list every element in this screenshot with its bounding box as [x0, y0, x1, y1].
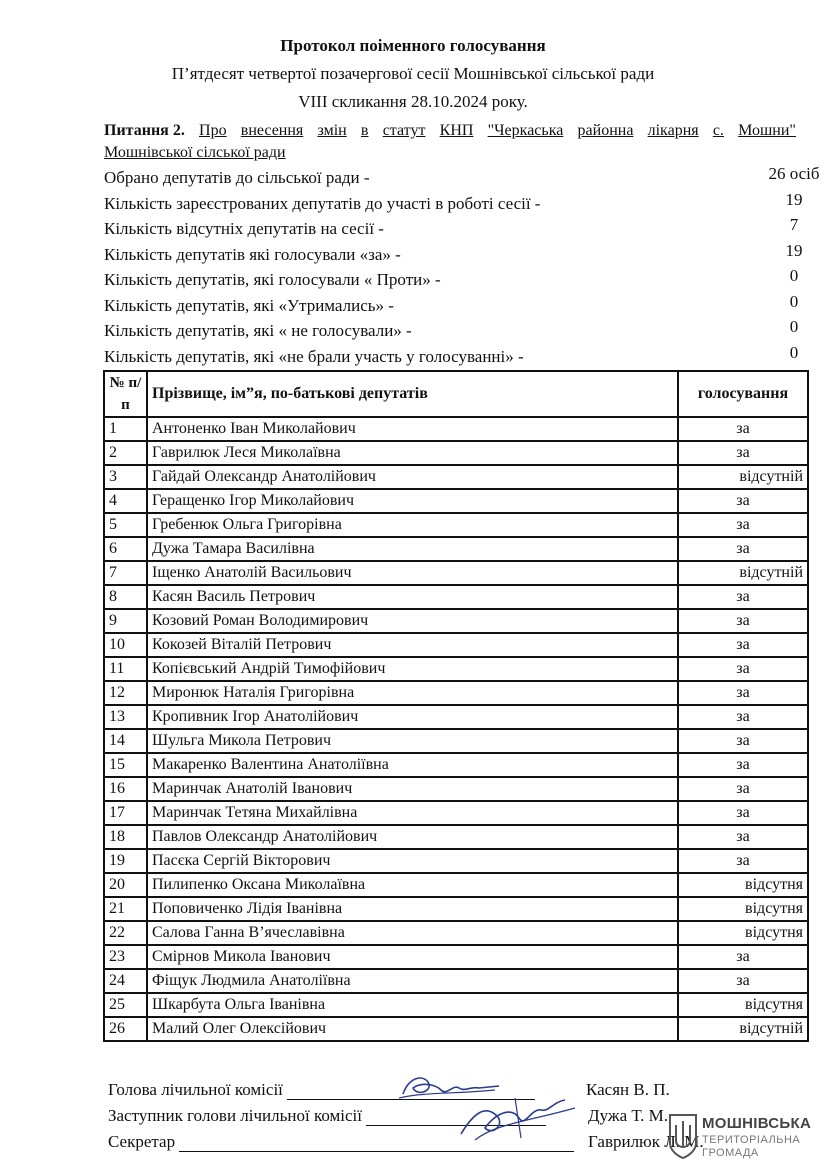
secretary-label: Секретар: [108, 1132, 176, 1151]
col-vote-header: голосування: [678, 371, 808, 417]
row-number: 12: [104, 681, 147, 705]
table-row: [104, 465, 808, 489]
table-row: [104, 969, 808, 993]
vote-result: за: [678, 537, 808, 561]
row-number: 18: [104, 825, 147, 849]
vote-result: відсутня: [678, 993, 808, 1017]
question-line-2: Мошнівської сілської ради: [104, 144, 286, 161]
deputy-name: Маринчак Тетяна Михайлівна: [147, 801, 678, 825]
table-row: [104, 921, 808, 945]
table-row: [104, 417, 808, 441]
stat-value: 0: [789, 317, 799, 336]
vote-result: за: [678, 681, 808, 705]
deputy-name: Фіщук Людмила Анатоліївна: [147, 969, 678, 993]
table-header-row: [104, 371, 808, 417]
table-row: [104, 825, 808, 849]
question-line-1: [104, 120, 796, 142]
stat-row: [104, 266, 804, 296]
vote-result: відсутній: [678, 465, 808, 489]
vote-result: за: [678, 729, 808, 753]
table-row: [104, 801, 808, 825]
table-row: [104, 657, 808, 681]
row-number: 25: [104, 993, 147, 1017]
stat-row: [104, 164, 820, 194]
vote-result: за: [678, 489, 808, 513]
row-number: 19: [104, 849, 147, 873]
deputy-name: Антоненко Іван Миколайович: [147, 417, 678, 441]
row-number: 7: [104, 561, 147, 585]
agenda-question: [104, 120, 796, 164]
question-word: районна: [577, 122, 634, 139]
table-row: [104, 513, 808, 537]
vote-result: за: [678, 609, 808, 633]
deputy-name: Іщенко Анатолій Васильович: [147, 561, 678, 585]
table-row: [104, 441, 808, 465]
row-number: 17: [104, 801, 147, 825]
question-word: с.: [712, 122, 724, 139]
col-number-header: № п/п: [104, 371, 147, 417]
stat-row: [104, 291, 804, 322]
table-row: [104, 993, 808, 1017]
head-label: Голова лічильної комісії: [108, 1080, 283, 1099]
logo-line-3: ГРОМАДА: [702, 1147, 759, 1159]
deputy-name: Геращенко Ігор Миколайович: [147, 489, 678, 513]
vote-result: за: [678, 705, 808, 729]
row-number: 13: [104, 705, 147, 729]
stat-value: 19: [785, 189, 803, 209]
question-word: змін: [317, 122, 347, 139]
vote-result: за: [678, 945, 808, 969]
vote-result: за: [678, 417, 808, 441]
row-number: 15: [104, 753, 147, 777]
table-row: [104, 945, 808, 969]
community-logo: [668, 1113, 818, 1165]
deputy-name: Павлов Олександр Анатолійович: [147, 825, 678, 849]
table-row: [104, 873, 808, 897]
deputy-name: Кропивник Ігор Анатолійович: [147, 705, 678, 729]
deputy-name: Пасєка Сергій Вікторович: [147, 849, 678, 873]
logo-line-1: МОШНІВСЬКА: [702, 1115, 812, 1132]
deputy-name: Касян Василь Петрович: [147, 585, 678, 609]
stat-row: [104, 215, 804, 245]
vote-result: відсутня: [678, 873, 808, 897]
vote-result: за: [678, 777, 808, 801]
row-number: 11: [104, 657, 147, 681]
deputy-name: Дужа Тамара Василівна: [147, 537, 678, 561]
vote-result: за: [678, 633, 808, 657]
question-word: "Черкаська: [487, 122, 564, 139]
vote-result: за: [678, 657, 808, 681]
row-number: 16: [104, 777, 147, 801]
deputy-name: Копієвський Андрій Тимофійович: [147, 657, 678, 681]
table-row: [104, 777, 808, 801]
document-title: Протокол поіменного голосування: [280, 36, 546, 55]
row-number: 20: [104, 873, 147, 897]
stat-label: Кількість зареєстрованих депутатів до участі в роботі сесії -: [104, 193, 541, 213]
question-word: статут: [382, 122, 426, 139]
vote-result: за: [678, 825, 808, 849]
stat-value: 19: [785, 240, 803, 260]
head-name: Касян В. П.: [586, 1080, 670, 1099]
row-number: 22: [104, 921, 147, 945]
vote-result: відсутній: [678, 1017, 808, 1041]
table-row: [104, 585, 808, 609]
vote-result: відсутня: [678, 897, 808, 921]
deputy-name: Дужа Т. М.: [588, 1106, 668, 1125]
row-number: 4: [104, 489, 147, 513]
stat-value: 0: [789, 266, 799, 285]
secretary-name: Гаврилюк Л. М.: [588, 1132, 704, 1151]
question-word: Про: [199, 122, 227, 139]
deputy-name: Смірнов Микола Іванович: [147, 945, 678, 969]
stat-row: [104, 240, 804, 271]
stat-label: Кількість відсутніх депутатів на сесії -: [104, 219, 384, 238]
table-row: [104, 849, 808, 873]
stat-label: Обрано депутатів до сільської ради -: [104, 168, 370, 187]
table-row: [104, 561, 808, 585]
stat-value: 26 осіб: [768, 164, 820, 183]
question-word: Мошни": [738, 122, 796, 139]
question-word: внесення: [240, 122, 304, 139]
deputy-name: Маринчак Анатолій Іванович: [147, 777, 678, 801]
table-row: [104, 705, 808, 729]
vote-result: відсутня: [678, 921, 808, 945]
table-row: [104, 897, 808, 921]
session-subtitle: П’ятдесят четвертої позачергової сесії Мошнівської сільської ради: [171, 64, 655, 83]
roll-call-table: [103, 370, 809, 1042]
row-number: 21: [104, 897, 147, 921]
vote-result: за: [678, 753, 808, 777]
vote-result: за: [678, 585, 808, 609]
col-name-header: Прізвище, ім”я, по-батькові депутатів: [147, 371, 678, 417]
row-number: 3: [104, 465, 147, 489]
deputy-name: Козовий Роман Володимирович: [147, 609, 678, 633]
deputy-name: Гребенюк Ольга Григорівна: [147, 513, 678, 537]
row-number: 10: [104, 633, 147, 657]
deputy-name: Пилипенко Оксана Миколаївна: [147, 873, 678, 897]
vote-result: за: [678, 849, 808, 873]
deputy-name: Шкарбута Ольга Іванівна: [147, 993, 678, 1017]
table-row: [104, 537, 808, 561]
stat-row: [104, 342, 804, 373]
row-number: 26: [104, 1017, 147, 1041]
row-number: 2: [104, 441, 147, 465]
logo-line-2: ТЕРИТОРІАЛЬНА: [702, 1134, 801, 1146]
vote-result: відсутній: [678, 561, 808, 585]
row-number: 5: [104, 513, 147, 537]
table-row: [104, 633, 808, 657]
deputy-name: Салова Ганна В’ячеславівна: [147, 921, 678, 945]
stat-label: Кількість депутатів які голосували «за» -: [104, 244, 401, 264]
deputy-name: Макаренко Валентина Анатоліївна: [147, 753, 678, 777]
table-row: [104, 729, 808, 753]
table-row: [104, 609, 808, 633]
row-number: 24: [104, 969, 147, 993]
stat-row: [104, 317, 804, 347]
question-word: в: [360, 122, 369, 139]
stat-value: 0: [789, 342, 799, 362]
vote-statistics: [104, 164, 820, 372]
row-number: 6: [104, 537, 147, 561]
stat-label: Кількість депутатів, які « не голосували» -: [104, 321, 412, 340]
deputy-name: Гайдай Олександр Анатолійович: [147, 465, 678, 489]
stat-label: Кількість депутатів, які «не брали участь у голосуванні» -: [104, 346, 524, 366]
deputy-name: Гаврилюк Леся Миколаївна: [147, 441, 678, 465]
deputy-name: Кокозей Віталій Петрович: [147, 633, 678, 657]
table-row: [104, 681, 808, 705]
deputy-name: Поповиченко Лідія Іванівна: [147, 897, 678, 921]
deputy-name: Малий Олег Олексійович: [147, 1017, 678, 1041]
row-number: 23: [104, 945, 147, 969]
deputy-label: Заступник голови лічильної комісії: [108, 1106, 363, 1125]
question-label: Питання 2.: [104, 122, 185, 139]
vote-result: за: [678, 801, 808, 825]
vote-result: за: [678, 441, 808, 465]
stat-value: 0: [789, 291, 799, 311]
vote-result: за: [678, 513, 808, 537]
row-number: 1: [104, 417, 147, 441]
deputy-name: Миронюк Наталія Григорівна: [147, 681, 678, 705]
question-word: лікарня: [647, 122, 699, 139]
row-number: 14: [104, 729, 147, 753]
stat-value: 7: [789, 215, 799, 234]
stat-row: [104, 189, 804, 220]
row-number: 9: [104, 609, 147, 633]
trident-shield-icon: [668, 1113, 698, 1159]
question-word: КНП: [439, 122, 474, 139]
stat-label: Кількість депутатів, які «Утримались» -: [104, 295, 394, 315]
deputy-signature-scribble: [455, 1094, 585, 1144]
table-row: [104, 753, 808, 777]
table-row: [104, 489, 808, 513]
convocation-date: VIII скликання 28.10.2024 року.: [298, 92, 528, 111]
table-row: [104, 1017, 808, 1041]
stat-label: Кількість депутатів, які голосували « Проти» -: [104, 270, 441, 289]
row-number: 8: [104, 585, 147, 609]
deputy-name: Шульга Микола Петрович: [147, 729, 678, 753]
vote-result: за: [678, 969, 808, 993]
